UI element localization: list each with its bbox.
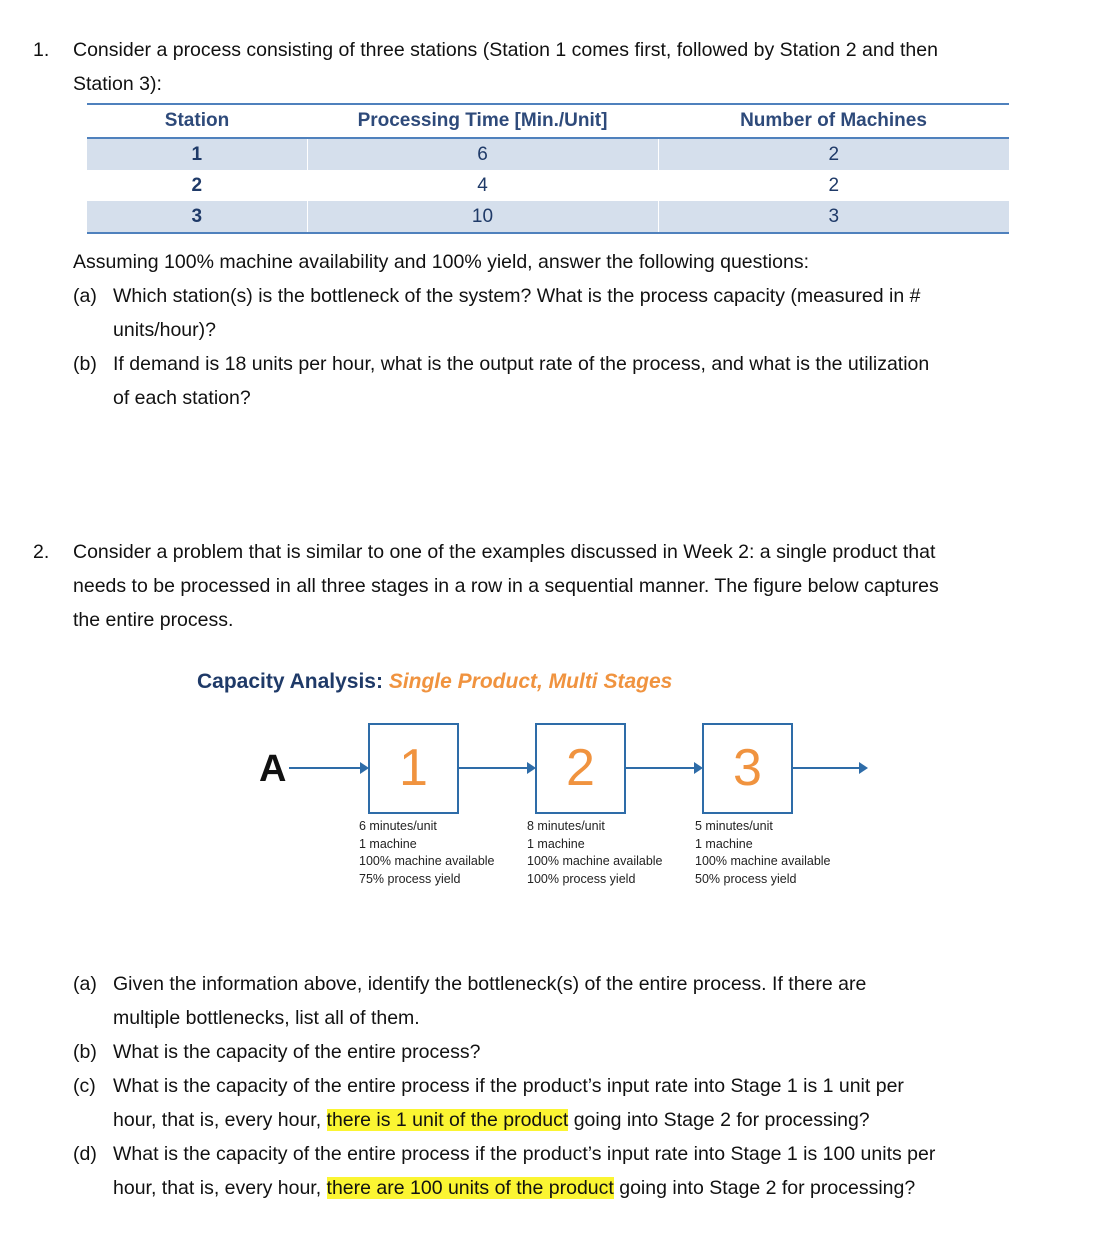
highlighted-text: there is 1 unit of the product [326, 1109, 569, 1131]
input-label: A [259, 748, 287, 790]
stage-info-line: 1 machine [527, 836, 585, 851]
stage-info-line: 6 minutes/unit [359, 819, 437, 833]
q1-assumption: Assuming 100% machine availability and 100% yield, answer the following questions: [73, 251, 810, 273]
stage-info-line: 8 minutes/unit [527, 819, 605, 833]
q2a-label: (a) [73, 973, 97, 995]
cell-station: 2 [191, 174, 203, 196]
cell-machines: 2 [658, 138, 1009, 170]
text: going into Stage 2 for processing? [613, 1177, 916, 1199]
text: hour, that is, every hour, [113, 1177, 327, 1199]
stage-info-line: 1 machine [695, 836, 753, 851]
stage-info-line: 100% machine available [527, 854, 663, 868]
cell-time: 6 [307, 138, 658, 170]
text: going into Stage 2 for processing? [568, 1109, 870, 1131]
cell-station: 1 [87, 138, 307, 170]
table-row [87, 138, 1009, 170]
table-row [87, 170, 1009, 201]
stage-1-info [359, 818, 495, 888]
diagram-title-main: Capacity Analysis: [197, 670, 389, 693]
q1b-label: (b) [73, 353, 97, 375]
cell-machines: 3 [658, 201, 1009, 233]
stage-info-line: 50% process yield [695, 871, 797, 886]
highlighted-text: there are 100 units of the product [326, 1177, 614, 1199]
q2a-text: Given the information above, identify the bottleneck(s) of the entire process. If there are [113, 973, 867, 995]
q2d-text: What is the capacity of the entire process if the product’s input rate into Stage 1 is 100 units per [113, 1143, 936, 1165]
arrow-icon [625, 767, 701, 769]
q2-intro-line: needs to be processed in all three stages in a row in a sequential manner. The figure below captures [73, 575, 939, 597]
q2a-text: multiple bottlenecks, list all of them. [113, 1007, 420, 1029]
stations-table [87, 103, 1009, 234]
text: hour, that is, every hour, [113, 1109, 327, 1131]
stage-info-line: 100% machine available [695, 854, 831, 868]
stage-info-line: 75% process yield [359, 871, 461, 886]
header-machines: Number of Machines [658, 104, 1009, 138]
q1a-text: units/hour)? [113, 319, 216, 341]
q1-intro-line: Consider a process consisting of three stations (Station 1 comes first, followed by Station 2 and then [73, 39, 938, 61]
q2-intro-line: the entire process. [73, 609, 234, 631]
stage-info-line: 1 machine [359, 836, 417, 851]
q2d-label: (d) [73, 1143, 97, 1165]
table-row [87, 201, 1009, 233]
q1b-text: If demand is 18 units per hour, what is the output rate of the process, and what is the utilization [113, 353, 930, 375]
header-station: Station [87, 104, 307, 138]
q2-number: 2. [33, 541, 50, 563]
stage-1-box: 1 [368, 723, 459, 814]
q1-number: 1. [33, 39, 50, 61]
cell-station: 3 [87, 201, 307, 233]
stage-info-line: 100% process yield [527, 871, 636, 886]
arrow-icon [792, 767, 866, 769]
q2-intro-line: Consider a problem that is similar to one of the examples discussed in Week 2: a single product that [73, 541, 936, 563]
stage-3-box: 3 [702, 723, 793, 814]
stage-2-box: 2 [535, 723, 626, 814]
q1a-label: (a) [73, 285, 97, 307]
header-processing-time: Processing Time [Min./Unit] [307, 104, 658, 138]
q2c-label: (c) [73, 1075, 96, 1097]
stage-info-line: 5 minutes/unit [695, 819, 773, 833]
q2c-text-line2 [113, 1108, 870, 1132]
q2b-text: What is the capacity of the entire process? [113, 1041, 481, 1063]
cell-time: 4 [307, 170, 658, 201]
q2b-label: (b) [73, 1041, 97, 1063]
q1-intro-line: Station 3): [73, 73, 162, 95]
q1b-text: of each station? [113, 387, 251, 409]
stage-2-info [527, 818, 663, 888]
table-header-row [87, 104, 1009, 138]
diagram-title-accent: Single Product, Multi Stages [388, 670, 673, 693]
q1a-text: Which station(s) is the bottleneck of the system? What is the process capacity (measured in # [113, 285, 921, 307]
diagram-title [197, 670, 672, 694]
arrow-icon [458, 767, 534, 769]
stage-3-info [695, 818, 831, 888]
cell-time: 10 [307, 201, 658, 233]
stage-info-line: 100% machine available [359, 854, 495, 868]
arrow-icon [289, 767, 367, 769]
q2d-text-line2 [113, 1176, 915, 1200]
q2c-text: What is the capacity of the entire process if the product’s input rate into Stage 1 is 1 unit per [113, 1075, 904, 1097]
cell-machines: 2 [658, 170, 1009, 201]
